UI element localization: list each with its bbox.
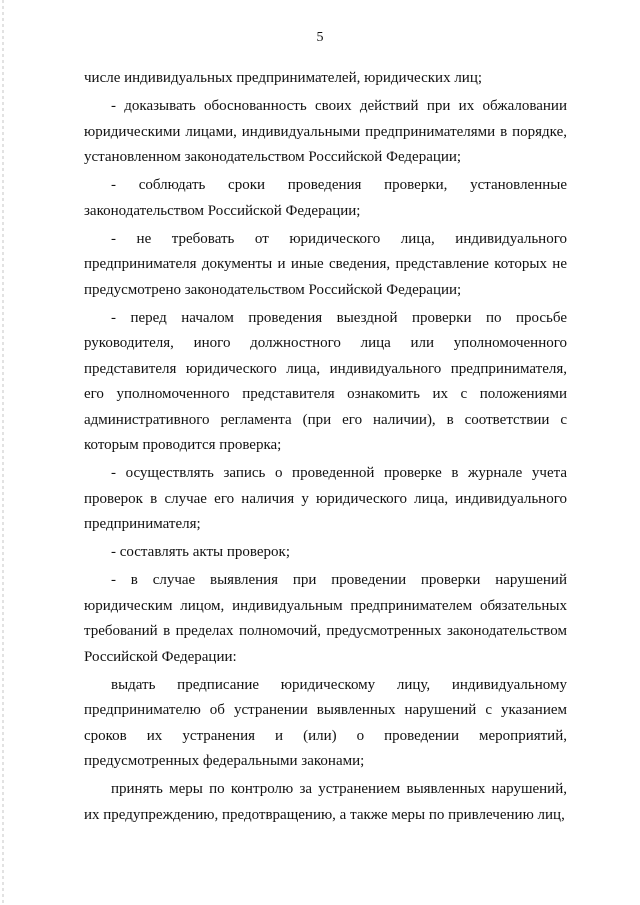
paragraph: - перед началом проведения выездной проверки по просьбе руководителя, иного должностного лица или уполномоченного представителя юридического лица, индивидуального предпринимателя, его уполномоченного представителя ознакомить их с положениями административного регламента (при его наличии), в соответствии с которым проводится проверка; (84, 309, 567, 453)
paragraph: - составлять акты проверок; (111, 544, 291, 560)
paragraph: выдать предписание юридическому лицу, индивидуальному предпринимателю об устранении выявленных нарушений с указанием сроков их устранения и (или) о проведении мероприятий, предусмотренных федеральными законами; (84, 676, 567, 769)
paragraph: - осуществлять запись о проведенной проверке в журнале учета проверок в случае его наличия у юридического лица, индивидуального предпринимателя; (84, 465, 567, 532)
scan-edge-marks (2, 0, 4, 905)
paragraph: числе индивидуальных предпринимателей, юридических лиц; (84, 70, 483, 86)
paragraph: - в случае выявления при проведении проверки нарушений юридическим лицом, индивидуальным предпринимателем обязательных требований в пределах полномочий, предусмотренных законодательством Российской Федерации: (84, 572, 567, 665)
paragraph: принять меры по контролю за устранением выявленных нарушений, их предупреждению, предотвращению, а также меры по привлечению лиц, (84, 781, 567, 823)
paragraph: - доказывать обоснованность своих действий при их обжаловании юридическими лицами, индивидуальными предпринимателями в порядке, установленном законодательством Российской Федерации; (84, 98, 567, 165)
paragraph: - соблюдать сроки проведения проверки, установленные законодательством Российской Федерации; (84, 177, 567, 219)
document-body (84, 66, 567, 831)
paragraph: - не требовать от юридического лица, индивидуального предпринимателя документы и иные сведения, представление которых не предусмотрено законодательством Российской Федерации; (84, 230, 567, 298)
page-number: 5 (316, 30, 324, 45)
